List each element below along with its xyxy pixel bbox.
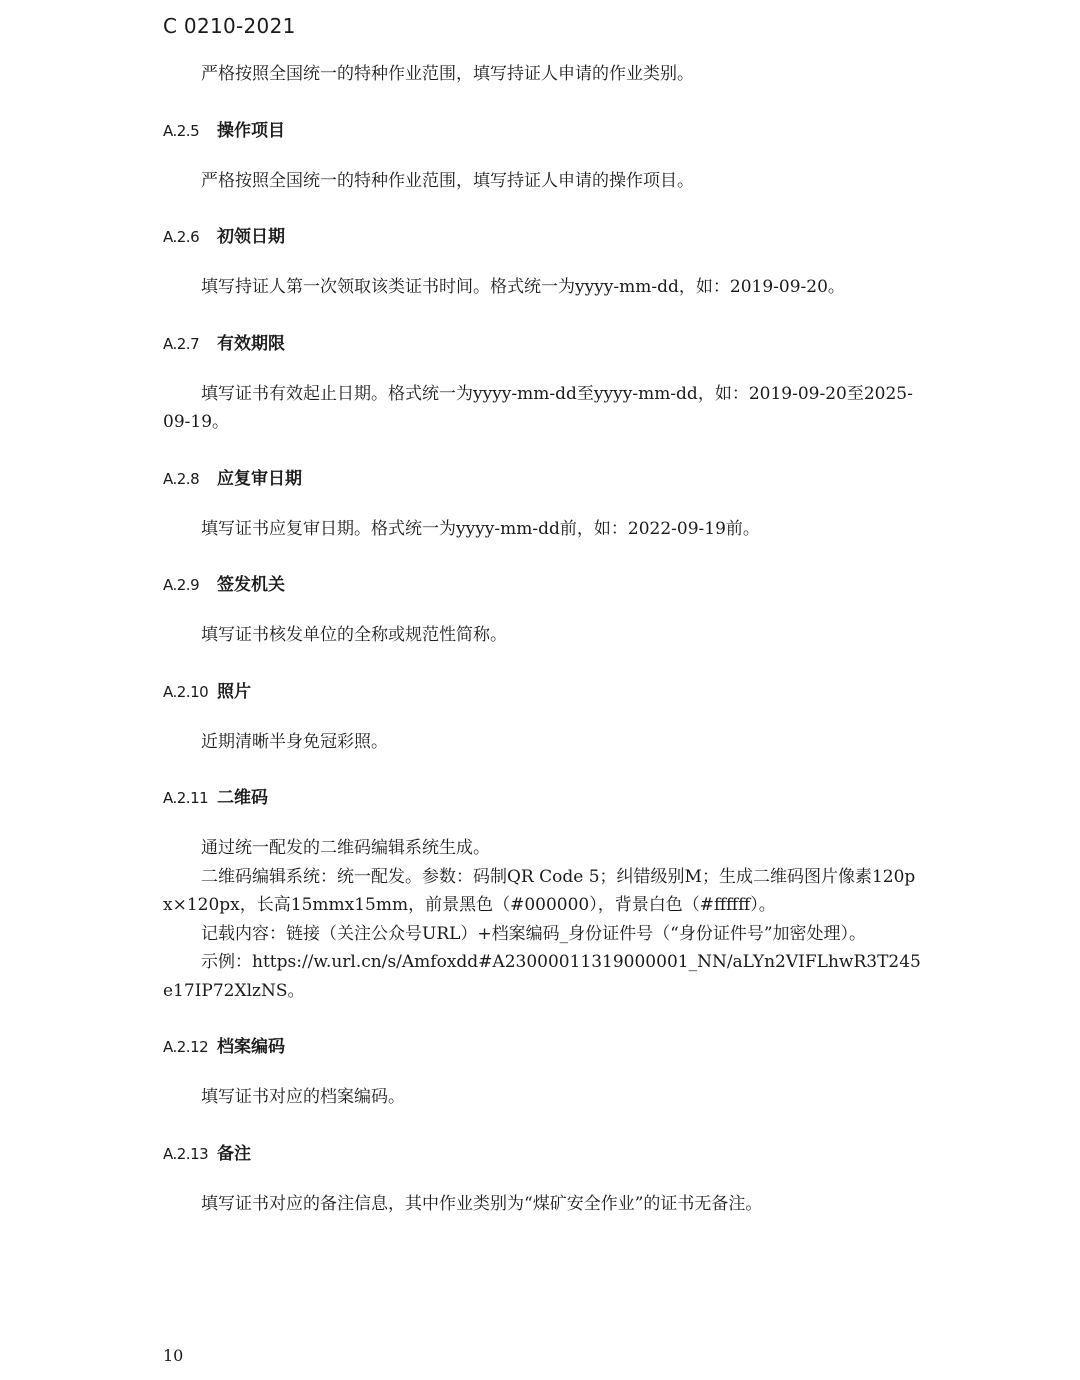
section-number: A.2.7	[163, 334, 200, 353]
section-number: A.2.10	[163, 682, 209, 701]
section-paragraph: 近期清晰半身免冠彩照。	[201, 731, 388, 752]
section-paragraph: 填写证书核发单位的全称或规范性简称。	[201, 625, 507, 645]
section-number: A.2.11	[163, 789, 209, 807]
section-paragraph: 填写证书有效起止日期。格式统一为yyyy-mm-dd至yyyy-mm-dd，如：2019-09-20至2025-09-19。	[163, 383, 913, 432]
section-title: 二维码	[217, 788, 268, 808]
section-heading	[163, 1033, 923, 1061]
section-heading	[163, 784, 923, 812]
section-number: A.2.6	[163, 228, 200, 246]
section-title: 初领日期	[217, 227, 285, 247]
section-paragraph: 填写证书应复审日期。格式统一为yyyy-mm-dd前，如：2022-09-19前。	[201, 518, 760, 539]
section-number: A.2.9	[163, 576, 200, 594]
document-body	[163, 60, 923, 1218]
page-number: 10	[163, 1346, 184, 1365]
section-title: 签发机关	[217, 575, 285, 595]
section-paragraph: 严格按照全国统一的特种作业范围，填写持证人申请的操作项目。	[201, 170, 694, 191]
section-title: 照片	[217, 681, 251, 702]
section-number: A.2.12	[163, 1038, 209, 1056]
section-heading	[163, 1140, 923, 1168]
section-paragraph: 填写证书对应的档案编码。	[201, 1087, 405, 1107]
section-heading	[163, 465, 923, 493]
section-paragraph: 填写持证人第一次领取该类证书时间。格式统一为yyyy-mm-dd，如：2019-09-20。	[201, 277, 845, 297]
section-heading	[163, 330, 923, 358]
section-title: 备注	[217, 1143, 251, 1164]
section-title: 应复审日期	[217, 468, 302, 489]
section-heading	[163, 117, 923, 145]
document-code: C 0210-2021	[163, 14, 296, 38]
section-paragraph: 二维码编辑系统：统一配发。参数：码制QR Code 5；纠错级别M；生成二维码图片像素120px×120px，长高15mmx15mm，前景黑色（#000000），背景白色（#ffffff）。	[163, 866, 916, 915]
section-title: 有效期限	[217, 333, 285, 354]
section-heading	[163, 223, 923, 251]
section-heading	[163, 571, 923, 599]
intro-paragraph: 严格按照全国统一的特种作业范围，填写持证人申请的作业类别。	[201, 64, 694, 84]
section-paragraph: 填写证书对应的备注信息，其中作业类别为“煤矿安全作业”的证书无备注。	[201, 1193, 763, 1214]
section-title: 操作项目	[217, 120, 285, 141]
section-paragraph: 通过统一配发的二维码编辑系统生成。	[201, 838, 490, 858]
section-heading	[163, 678, 923, 706]
section-number: A.2.13	[163, 1144, 209, 1163]
section-number: A.2.8	[163, 469, 200, 488]
section-paragraph: 示例：https://w.url.cn/s/Amfoxdd#A23000011319000001_NN/aLYn2VIFLhwR3T245e17IP72XlzNS。	[163, 952, 921, 1001]
section-title: 档案编码	[217, 1037, 285, 1057]
section-number: A.2.5	[163, 121, 200, 140]
section-paragraph: 记载内容：链接（关注公众号URL）+档案编码_身份证件号（“身份证件号”加密处理）。	[201, 923, 867, 944]
